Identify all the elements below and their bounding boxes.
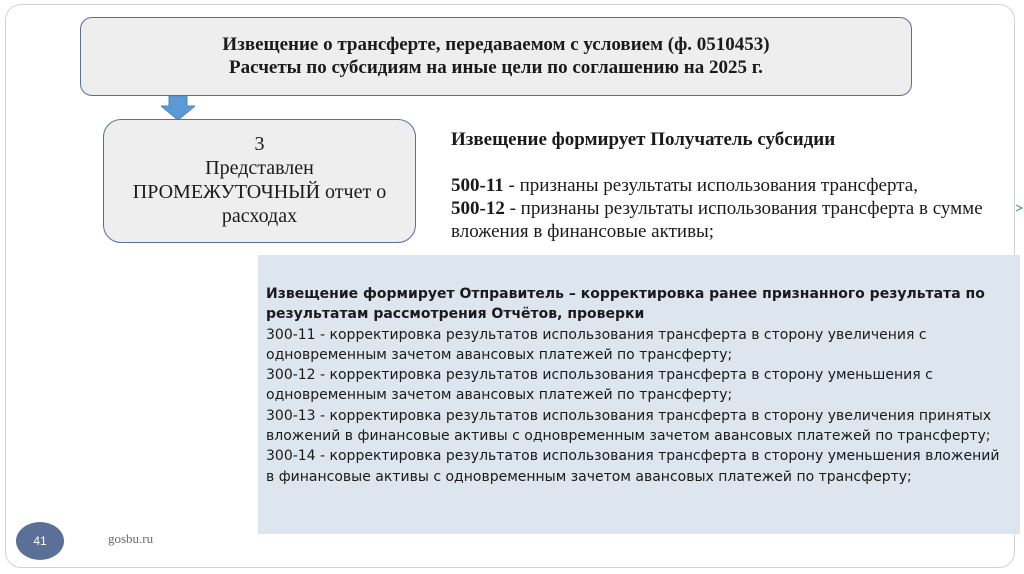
sender-item: 300-12 - корректировка результатов использования трансферта в сторону уменьшения с одновременным зачетом авансовых платежей по трансферту; [266,367,933,404]
step-line-2: ПРОМЕЖУТОЧНЫЙ отчет о [132,181,387,203]
sender-box [258,255,1020,534]
recipient-item-text: - признаны результаты использования трансферта в сумме вложения в финансовые активы; [451,198,983,242]
step-line-3: расходах [221,205,298,227]
footer-site: gosbu.ru [108,531,154,546]
sender-heading: Извещение формирует Отправитель – корректировка ранее признанного результата по результатам рассмотрения Отчётов, проверки [266,286,985,323]
sender-item: 300-14 - корректировка результатов использования трансферта в сторону уменьшения вложений в финансовые активы с одновременным зачетом авансовых платежей по трансферту; [266,448,1000,485]
title-line-2: Расчеты по субсидиям на иные цели по соглашению на 2025 г. [229,57,763,78]
recipient-item-text: - признаны результаты использования трансферта, [503,175,918,196]
step-line-1: Представлен [205,157,314,179]
recipient-heading: Извещение формирует Получатель субсидии [451,129,836,150]
recipient-item [451,197,1011,243]
arrow-down-icon [161,96,195,120]
title-line-1: Извещение о трансферте, передаваемом с условием (ф. 0510453) [222,34,770,55]
recipient-item-code: 500-11 [451,175,504,196]
step-number: 3 [254,133,265,155]
recipient-item [451,174,1011,197]
recipient-block [451,128,1011,243]
sender-item: 300-11 - корректировка результатов использования трансферта в сторону увеличения с одновременным зачетом авансовых платежей по трансферту; [266,326,927,363]
page-number-badge: 41 [16,522,64,560]
sender-item: 300-13 - корректировка результатов использования трансферта в сторону увеличения принятых вложений в финансовые активы с одновременным зачетом авансовых платежей по трансферту; [266,407,992,445]
chevron-right-icon [1014,203,1024,213]
recipient-item-code: 500-12 [451,198,505,219]
step-box [103,119,416,243]
title-box [80,17,912,96]
